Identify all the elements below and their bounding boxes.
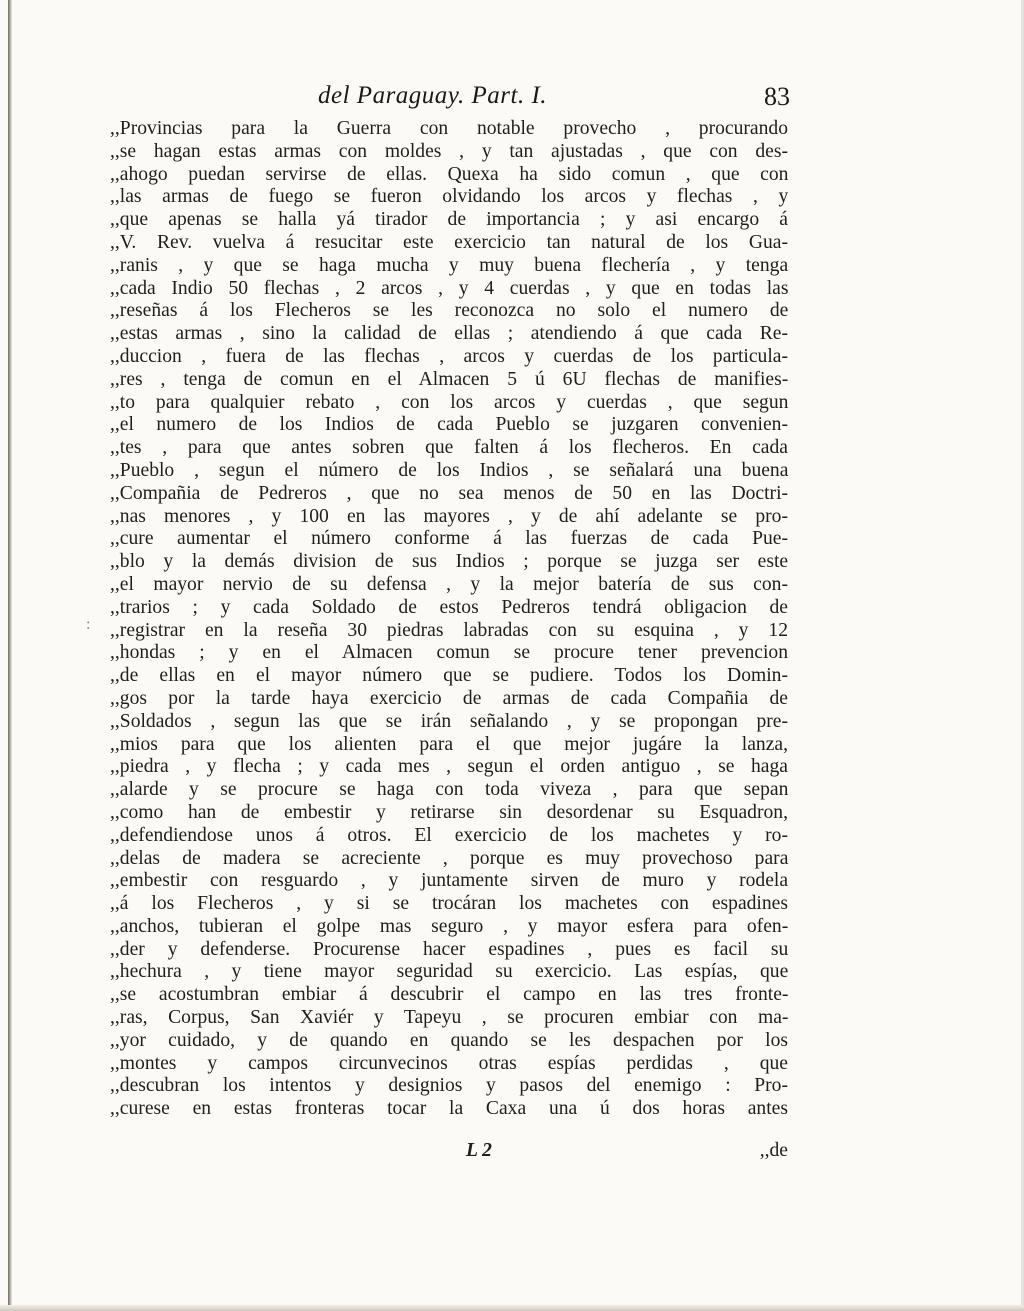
text-line: ,,delas de madera se acreciente , porque es muy provechoso para — [110, 847, 789, 869]
text-line: ,,Pueblo , segun el número de los Indios , se señalará una buena — [110, 459, 789, 481]
page-footer — [110, 1140, 788, 1170]
text-line: ,,el mayor nervio de su defensa , y la mejor batería de sus con- — [110, 573, 788, 595]
text-line: ,,gos por la tarde haya exercicio de armas de cada Compañia de — [110, 687, 788, 709]
signature-mark: L 2 — [466, 1140, 492, 1161]
text-line: ,,descubran los intentos y designios y pasos del enemigo : Pro- — [110, 1075, 788, 1097]
text-line: ,,curese en estas fronteras tocar la Caxa una ú dos horas antes — [110, 1098, 788, 1120]
text-line: ,,estas armas , sino la calidad de ellas ; atendiendo á que cada Re- — [110, 323, 788, 345]
text-line: ,,reseñas á los Flecheros se les reconozca no solo el numero de — [110, 300, 789, 322]
text-line: ,,anchos, tubieran el golpe mas seguro , y mayor esfera para ofen- — [110, 915, 789, 937]
page-gutter-shadow — [8, 0, 12, 1311]
page-bottom-edge — [0, 1305, 1024, 1311]
text-line: ,,der y defenderse. Procurense hacer espadines , pues es facil su — [110, 938, 789, 960]
text-line: ,,ahogo puedan servirse de ellas. Quexa ha sido comun , que con — [110, 163, 789, 185]
text-line: ,,ras, Corpus, San Xaviér y Tapeyu , se procuren embiar con ma- — [110, 1007, 789, 1029]
text-line: ,,cure aumentar el número conforme á las fuerzas de cada Pue- — [110, 528, 788, 550]
text-line: ,,blo y la demás division de sus Indios ; porque se juzga ser este — [110, 551, 789, 573]
margin-mark: : — [86, 616, 91, 633]
text-line: ,,nas menores , y 100 en las mayores , y de ahí adelante se pro- — [110, 505, 788, 527]
catchword: ,,de — [759, 1140, 788, 1161]
text-line: ,,que apenas se halla yá tirador de importancia ; y asi encargo á — [110, 209, 788, 231]
text-line: ,,alarde y se procure se haga con toda viveza , para que sepan — [110, 779, 789, 801]
text-line: ,,Compañia de Pedreros , que no sea menos de 50 en las Doctri- — [110, 482, 789, 504]
text-line: ,,tes , para que antes sobren que falten á los flecheros. En cada — [110, 437, 788, 459]
text-line: ,,yor cuidado, y de quando en quando se les despachen por los — [110, 1029, 788, 1051]
text-line: ,,registrar en la reseña 30 piedras labradas con su esquina , y 12 — [110, 619, 788, 641]
text-line: ,,como han de embestir y retirarse sin desordenar su Esquadron, — [110, 801, 788, 823]
text-line: ,,ranis , y que se haga mucha y muy buena flechería , y tenga — [110, 254, 789, 276]
text-line: ,,defendiendose unos á otros. El exercicio de los machetes y ro- — [110, 824, 788, 846]
text-line: ,,embestir con resguardo , y juntamente sirven de muro y rodela — [110, 870, 789, 892]
text-line: ,,duccion , fuera de las flechas , arcos y cuerdas de los particula- — [110, 345, 788, 367]
text-line: ,,trarios ; y cada Soldado de estos Pedreros tendrá obligacion de — [110, 596, 788, 618]
text-line: ,,Provincias para la Guerra con notable provecho , procurando — [110, 118, 788, 139]
text-line: ,,V. Rev. vuelva á resucitar este exercicio tan natural de los Gua- — [110, 231, 788, 253]
text-line: ,,hondas ; y en el Almacen comun se procure tener prevencion — [110, 642, 788, 664]
text-line: ,,piedra , y flecha ; y cada mes , segun el orden antiguo , se haga — [110, 756, 788, 778]
text-line: ,,se hagan estas armas con moldes , y tan ajustadas , que con des- — [110, 140, 788, 162]
text-line: ,,mios para que los alienten para el que mejor jugáre la lanza, — [110, 733, 788, 755]
running-head: del Paraguay. Part. I. — [318, 82, 548, 109]
text-line: ,,to para qualquier rebato , con los arcos y cuerdas , que segun — [110, 391, 789, 413]
text-line: ,,de ellas en el mayor número que se pudiere. Todos los Domin- — [110, 665, 788, 687]
text-line: ,,montes y campos circunvecinos otras espías perdidas , que — [110, 1052, 788, 1074]
text-line: ,,res , tenga de comun en el Almacen 5 ú 6U flechas de manifies- — [110, 368, 789, 390]
page-number: 83 — [764, 82, 790, 111]
text-line: ,,se acostumbran embiar á descubrir el campo en las tres fronte- — [110, 984, 789, 1006]
text-line: ,,cada Indio 50 flechas , 2 arcos , y 4 cuerdas , y que en todas las — [110, 277, 789, 299]
body-text — [110, 118, 788, 1121]
text-line: ,,á los Flecheros , y si se trocáran los machetes con espadines — [110, 893, 788, 915]
text-line: ,,hechura , y tiene mayor seguridad su exercicio. Las espías, que — [110, 961, 789, 983]
text-line: ,,el numero de los Indios de cada Pueblo se juzgaren convenien- — [110, 414, 788, 436]
page-header — [110, 82, 790, 122]
text-line: ,,Soldados , segun las que se irán señalando , y se propongan pre- — [110, 710, 788, 732]
text-line: ,,las armas de fuego se fueron olvidando los arcos y flechas , y — [110, 186, 789, 208]
